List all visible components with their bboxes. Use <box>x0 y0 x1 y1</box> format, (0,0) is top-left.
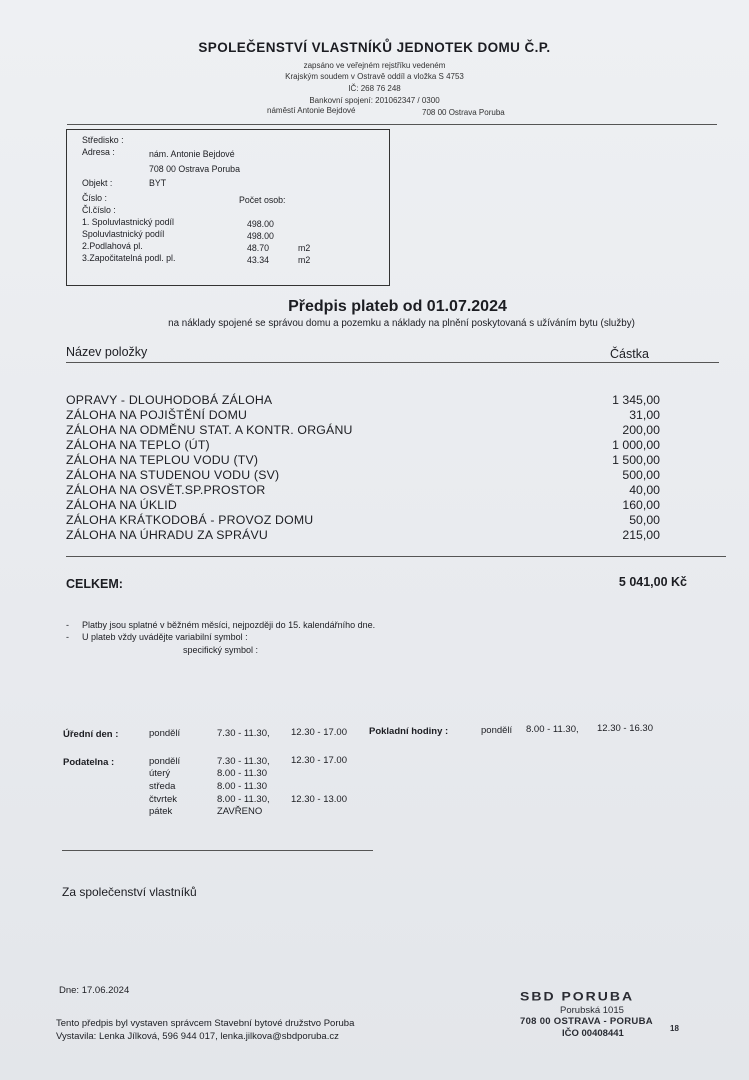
stamp-ico: IČO 00408441 <box>562 1028 624 1039</box>
organization-name: SPOLEČENSTVÍ VLASTNÍKŮ JEDNOTEK DOMU Č.P. <box>198 40 551 55</box>
stamp-number: 18 <box>670 1024 679 1033</box>
header-divider <box>67 124 717 125</box>
item-insurance: ZÁLOHA NA POJIŠTĚNÍ DOMU <box>66 408 248 422</box>
office-day-label: Úřední den : <box>63 729 119 740</box>
cash-desk-time1: 8.00 - 11.30, <box>526 724 579 735</box>
stredisko-label: Středisko : <box>82 135 124 145</box>
podatelna-time2: 12.30 - 13.00 <box>291 794 347 805</box>
stamp-street: Porubská 1015 <box>560 1005 624 1016</box>
item-hot-water-amount: 1 500,00 <box>612 453 660 467</box>
signature-line <box>62 850 373 851</box>
item-operation: ZÁLOHA KRÁTKODOBÁ - PROVOZ DOMU <box>66 513 314 527</box>
note-specific-symbol: specifický symbol : <box>183 645 259 655</box>
table-header-divider <box>66 362 719 363</box>
podatelna-time1: 8.00 - 11.30 <box>217 781 268 792</box>
adresa-line1: nám. Antonie Bejdové <box>149 149 235 159</box>
share-row-value: 498.00 <box>247 219 274 229</box>
note-bullet-2: - <box>66 632 69 642</box>
office-day-day: pondělí <box>149 728 181 739</box>
share-row-label: 1. Spoluvlastnický podíl <box>82 217 174 227</box>
item-heating-amount: 1 000,00 <box>612 438 660 452</box>
item-heating: ZÁLOHA NA TEPLO (ÚT) <box>66 438 210 452</box>
note-payment-due: Platby jsou splatné v běžném měsíci, nejpozději do 15. kalendářního dne. <box>82 620 376 630</box>
note-variable-symbol: U plateb vždy uvádějte variabilní symbol : <box>82 632 248 642</box>
address-city: 708 00 Ostrava Poruba <box>422 108 505 117</box>
stamp-company-name: SBD PORUBA <box>520 989 635 1003</box>
podatelna-day: pondělí <box>149 756 181 767</box>
bank-line: Bankovní spojení: 201062347 / 0300 <box>309 96 440 105</box>
objekt-value: BYT <box>149 178 167 188</box>
court-line: Krajským soudem v Ostravě oddíl a vložka S 4753 <box>285 72 464 81</box>
item-cold-water-amount: 500,00 <box>622 468 660 482</box>
total-divider <box>66 556 726 557</box>
issued-by: Tento předpis byl vystaven správcem Stavební bytové družstvo Poruba <box>56 1018 355 1029</box>
floor-area-value: 48.70 <box>247 243 270 253</box>
document-subtitle: na náklady spojené se správou domu a pozemku a náklady na plnění poskytovaná s užíváním bytu (služby) <box>168 318 635 329</box>
cislo-label: Číslo : <box>82 193 107 203</box>
item-hot-water: ZÁLOHA NA TEPLOU VODU (TV) <box>66 453 259 467</box>
floor-area-unit: m2 <box>298 243 311 253</box>
note-bullet-1: - <box>66 620 69 630</box>
document-title: Předpis plateb od 01.07.2024 <box>288 298 507 315</box>
podatelna-day: středa <box>149 781 176 792</box>
cash-desk-label: Pokladní hodiny : <box>369 726 449 737</box>
item-operation-amount: 50,00 <box>629 513 660 527</box>
counted-area-value: 43.34 <box>247 255 270 265</box>
podatelna-time1: 8.00 - 11.30, <box>217 794 270 805</box>
podatelna-day: čtvrtek <box>149 794 177 805</box>
total-label: CELKEM: <box>66 577 123 591</box>
podatelna-label: Podatelna : <box>63 757 115 768</box>
pocet-osob-label: Počet osob: <box>239 195 286 205</box>
cl-cislo-label: Čl.číslo : <box>82 205 116 215</box>
adresa-label: Adresa : <box>82 147 115 157</box>
podatelna-time1: 8.00 - 11.30 <box>217 768 268 779</box>
cash-desk-time2: 12.30 - 16.30 <box>597 723 653 734</box>
cash-desk-day: pondělí <box>481 725 513 736</box>
item-board-fee-amount: 200,00 <box>622 423 660 437</box>
share2-row-label: Spoluvlastnický podíl <box>82 229 165 239</box>
item-board-fee: ZÁLOHA NA ODMĚNU STAT. A KONTR. ORGÁNU <box>66 423 353 437</box>
item-repairs-amount: 1 345,00 <box>612 393 660 407</box>
share2-row-value: 498.00 <box>247 231 274 241</box>
item-lighting: ZÁLOHA NA OSVĚT.SP.PROSTOR <box>66 483 266 497</box>
column-header-name: Název položky <box>66 345 148 359</box>
item-cleaning: ZÁLOHA NA ÚKLID <box>66 498 177 512</box>
podatelna-time1: 7.30 - 11.30, <box>217 756 270 767</box>
office-day-time1: 7.30 - 11.30, <box>217 728 270 739</box>
item-insurance-amount: 31,00 <box>629 408 660 422</box>
stamp-city: 708 00 OSTRAVA - PORUBA <box>520 1016 653 1027</box>
registry-line: zapsáno ve veřejném rejstříku vedeném <box>303 61 446 70</box>
office-day-time2: 12.30 - 17.00 <box>291 727 347 738</box>
total-amount: 5 041,00 Kč <box>618 575 687 589</box>
counted-area-unit: m2 <box>298 255 311 265</box>
counted-area-label: 3.Započitatelná podl. pl. <box>82 253 176 263</box>
column-header-amount: Částka <box>610 347 649 361</box>
item-lighting-amount: 40,00 <box>629 483 660 497</box>
objekt-label: Objekt : <box>82 178 113 188</box>
ic-line: IČ: 268 76 248 <box>348 84 401 93</box>
issue-date: Dne: 17.06.2024 <box>59 985 130 996</box>
podatelna-time2: 12.30 - 17.00 <box>291 755 347 766</box>
item-cleaning-amount: 160,00 <box>622 498 660 512</box>
signature-label: Za společenství vlastníků <box>62 885 197 899</box>
item-repairs: OPRAVY - DLOUHODOBÁ ZÁLOHA <box>66 393 273 407</box>
author-contact: Vystavila: Lenka Jílková, 596 944 017, lenka.jilkova@sbdporuba.cz <box>56 1031 339 1042</box>
podatelna-day: pátek <box>149 806 173 817</box>
adresa-line2: 708 00 Ostrava Poruba <box>149 164 240 174</box>
unit-info-box <box>66 129 390 286</box>
podatelna-day: úterý <box>149 768 171 779</box>
floor-area-label: 2.Podlahová pl. <box>82 241 143 251</box>
address-street: náměstí Antonie Bejdové <box>267 106 356 115</box>
podatelna-time1: ZAVŘENO <box>217 806 263 817</box>
item-management: ZÁLOHA NA ÚHRADU ZA SPRÁVU <box>66 528 268 542</box>
item-management-amount: 215,00 <box>622 528 660 542</box>
item-cold-water: ZÁLOHA NA STUDENOU VODU (SV) <box>66 468 280 482</box>
